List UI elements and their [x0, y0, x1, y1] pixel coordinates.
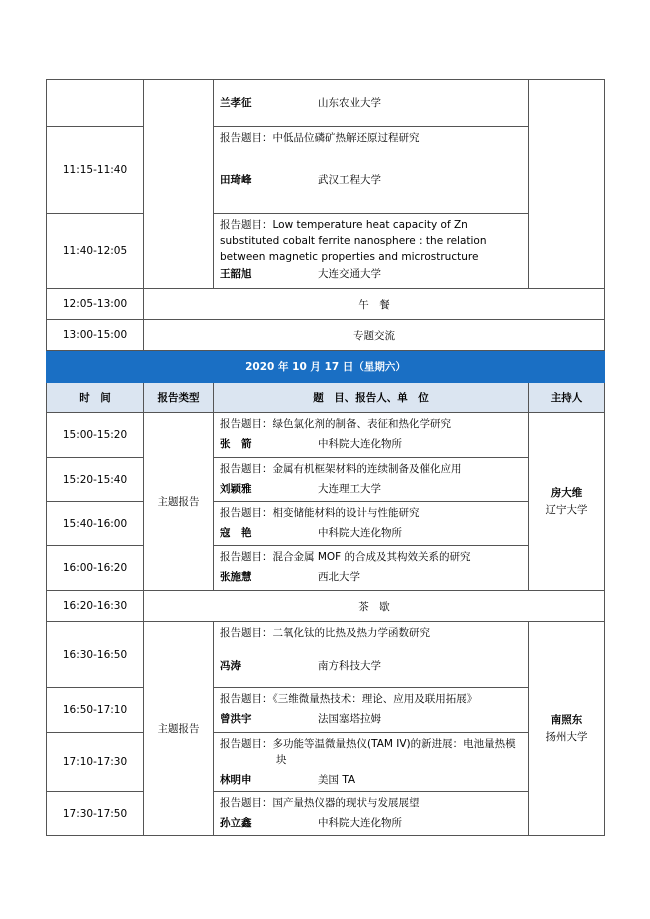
table-row [47, 80, 605, 127]
talk-cell [214, 792, 529, 836]
table-row [47, 214, 605, 289]
type-cell: 主题报告 [144, 413, 214, 591]
talk-title: 报告题目：绿色氯化剂的制备、表征和热化学研究 [220, 418, 451, 430]
table-row [47, 502, 605, 546]
table-row [47, 413, 605, 458]
time-cell: 12:05-13:00 [47, 289, 144, 320]
host-cell [529, 80, 605, 289]
talk-title: 报告题目：中低品位磷矿热解还原过程研究 [220, 132, 420, 144]
talk-cell [214, 80, 529, 127]
speaker-name: 兰孝征 [220, 97, 252, 109]
talk-cell [214, 127, 529, 214]
day-title: 2020 年 10 月 17 日（星期六） [47, 351, 605, 383]
header-time: 时 间 [47, 383, 144, 413]
speaker-org: 法国塞塔拉姆 [318, 713, 381, 725]
time-cell: 17:30-17:50 [47, 792, 144, 836]
time-cell [47, 80, 144, 127]
speaker-name: 张施慧 [220, 571, 252, 583]
table-header [47, 383, 605, 413]
time-cell: 16:20-16:30 [47, 591, 144, 622]
talk-title: 报告题目：多功能等温微量热仪(TAM IV)的新进展：电池量热模块 [220, 738, 516, 766]
type-cell: 主题报告 [144, 622, 214, 836]
speaker-org: 大连交通大学 [318, 268, 381, 280]
speaker-name: 冯涛 [220, 660, 241, 672]
speaker-name: 林明申 [220, 774, 252, 786]
table-row [47, 591, 605, 622]
speaker-org: 中科院大连化物所 [318, 527, 402, 539]
speaker-name: 刘颖雅 [220, 483, 252, 495]
schedule-table [46, 79, 605, 836]
talk-title: 报告题目：Low temperature heat capacity of Zn substituted cobalt ferrite nanosphere : the relation between magnetic properties and microstructure [220, 219, 487, 263]
speaker-name: 寇 艳 [220, 527, 252, 539]
table-row [47, 546, 605, 591]
session-label: 专题交流 [144, 320, 605, 351]
time-cell: 15:20-15:40 [47, 458, 144, 502]
speaker-org: 中科院大连化物所 [318, 438, 402, 450]
table-row [47, 733, 605, 792]
table-row [47, 320, 605, 351]
talk-cell [214, 546, 529, 591]
talk-title: 报告题目：相变储能材料的设计与性能研究 [220, 507, 420, 519]
break-label: 午 餐 [144, 289, 605, 320]
speaker-name: 王韶旭 [220, 268, 252, 280]
talk-title: 报告题目：混合金属 MOF 的合成及其构效关系的研究 [220, 551, 471, 563]
speaker-name: 田琦峰 [220, 174, 252, 186]
speaker-name: 张 箭 [220, 438, 252, 450]
speaker-org: 武汉工程大学 [318, 174, 381, 186]
talk-title: 报告题目：二氧化钛的比热及热力学函数研究 [220, 627, 430, 639]
talk-title: 报告题目：国产量热仪器的现状与发展展望 [220, 797, 420, 809]
speaker-org: 南方科技大学 [318, 660, 381, 672]
header-type: 报告类型 [144, 383, 214, 413]
table-row [47, 458, 605, 502]
talk-cell [214, 622, 529, 688]
type-cell [144, 80, 214, 289]
talk-cell [214, 458, 529, 502]
host-name: 房大维 [550, 486, 583, 499]
time-cell: 16:30-16:50 [47, 622, 144, 688]
time-cell: 16:00-16:20 [47, 546, 144, 591]
day-banner [47, 351, 605, 383]
time-cell: 11:40-12:05 [47, 214, 144, 289]
talk-cell [214, 688, 529, 733]
table-row [47, 688, 605, 733]
time-cell: 16:50-17:10 [47, 688, 144, 733]
speaker-name: 曾洪宇 [220, 713, 252, 725]
speaker-org: 大连理工大学 [318, 483, 381, 495]
talk-cell [214, 733, 529, 792]
break-label: 茶 歇 [144, 591, 605, 622]
host-cell [529, 622, 605, 836]
header-topic: 题 目、报告人、单 位 [214, 383, 529, 413]
time-cell: 13:00-15:00 [47, 320, 144, 351]
talk-title: 报告题目：金属有机框架材料的连续制备及催化应用 [220, 463, 462, 475]
header-host: 主持人 [529, 383, 605, 413]
host-name: 南照东 [550, 713, 583, 726]
speaker-org: 中科院大连化物所 [318, 817, 402, 829]
table-row [47, 792, 605, 836]
table-row [47, 289, 605, 320]
talk-cell [214, 214, 529, 289]
talk-title: 报告题目：《三维微量热技术：理论、应用及联用拓展》 [220, 693, 478, 705]
time-cell: 17:10-17:30 [47, 733, 144, 792]
host-cell [529, 413, 605, 591]
talk-cell [214, 413, 529, 458]
time-cell: 11:15-11:40 [47, 127, 144, 214]
table-row [47, 127, 605, 214]
time-cell: 15:40-16:00 [47, 502, 144, 546]
speaker-org: 山东农业大学 [318, 97, 381, 109]
time-cell: 15:00-15:20 [47, 413, 144, 458]
host-org: 扬州大学 [545, 730, 588, 743]
speaker-org: 西北大学 [318, 571, 360, 583]
speaker-name: 孙立鑫 [220, 817, 252, 829]
host-org: 辽宁大学 [545, 503, 588, 516]
speaker-org: 美国 TA [318, 774, 356, 786]
talk-cell [214, 502, 529, 546]
table-row [47, 622, 605, 688]
